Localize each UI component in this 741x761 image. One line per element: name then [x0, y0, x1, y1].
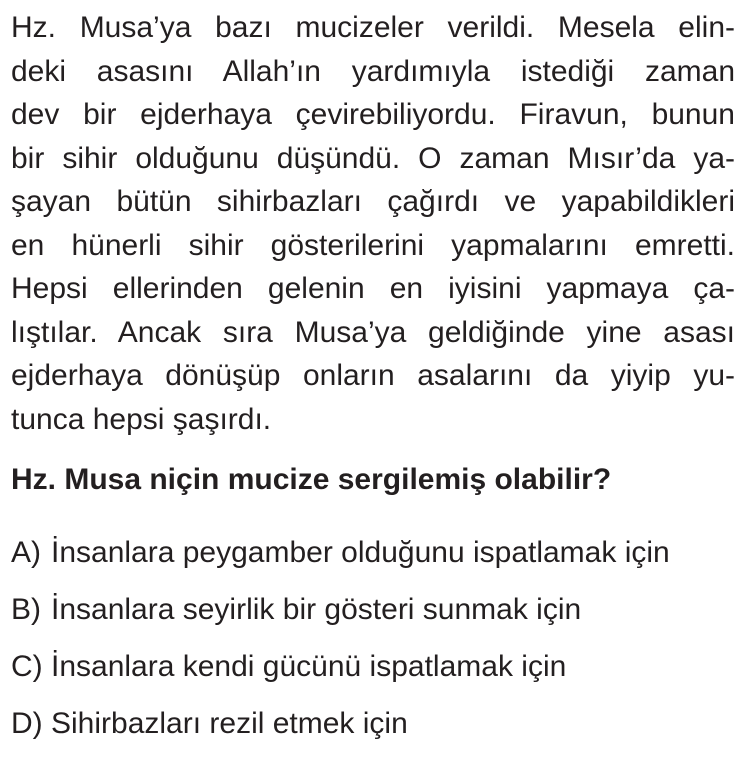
- passage-line: ejderhaya dönüşüp onların asalarını da yiyip yu-: [11, 359, 735, 392]
- option-b[interactable]: [11, 590, 737, 647]
- passage-line: en hünerli sihir gösterilerini yapmalarını emretti.: [11, 228, 735, 262]
- passage-line: şayan bütün sihirbazları çağırdı ve yapabildikleri: [11, 185, 735, 218]
- option-text: İnsanlara kendi gücünü ispatlamak için: [51, 650, 567, 683]
- option-text: İnsanlara peygamber olduğunu ispatlamak için: [51, 536, 670, 569]
- reading-passage: [11, 6, 735, 441]
- passage-line: Hepsi ellerinden gelenin en iyisini yapmaya ça-: [11, 272, 735, 305]
- option-text: Sihirbazları rezil etmek için: [51, 707, 408, 740]
- passage-line: deki asasını Allah’ın yardımıyla istediği zaman: [11, 54, 735, 88]
- option-letter: C): [11, 650, 43, 683]
- option-c[interactable]: [11, 647, 737, 704]
- option-d[interactable]: [11, 704, 737, 761]
- question-stem: Hz. Musa niçin mucize sergilemiş olabilir?: [11, 463, 612, 496]
- passage-line: lıştılar. Ancak sıra Musa’ya geldiğinde yine asası: [11, 315, 735, 349]
- option-text: İnsanlara seyirlik bir gösteri sunmak için: [51, 593, 582, 626]
- passage-line: tunca hepsi şaşırdı.: [11, 402, 272, 436]
- option-a[interactable]: [11, 533, 737, 590]
- option-letter: A): [11, 536, 41, 569]
- passage-line: dev bir ejderhaya çevirebiliyordu. Firavun, bunun: [11, 98, 735, 131]
- passage-line: bir sihir olduğunu düşündü. O zaman Mısır’da ya-: [11, 141, 735, 175]
- option-letter: D): [11, 707, 43, 740]
- answer-options: [11, 533, 737, 761]
- option-letter: B): [11, 593, 41, 626]
- passage-line: Hz. Musa’ya bazı mucizeler verildi. Mesela elin-: [11, 11, 735, 44]
